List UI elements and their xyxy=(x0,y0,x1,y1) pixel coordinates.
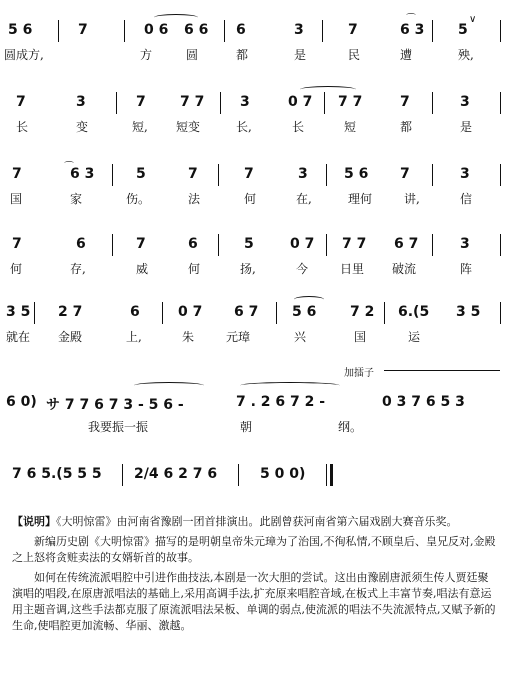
lyric: 存, xyxy=(70,262,86,276)
note: 7 xyxy=(400,166,410,182)
note: 3 xyxy=(460,236,470,252)
lyric: 何 xyxy=(10,262,23,276)
note: 7 xyxy=(244,166,254,182)
lyric: 短, xyxy=(132,120,148,134)
note: 7 7 xyxy=(338,94,363,110)
lyric: 短变 xyxy=(176,120,201,134)
note: 7 7 xyxy=(180,94,205,110)
fermata-mark: ⌒ xyxy=(406,14,416,25)
lyric: 阵 xyxy=(460,262,473,276)
slur xyxy=(300,86,356,93)
explanation-paragraph-3: 如何在传统流派唱腔中引进作曲技法,本剧是一次大胆的尝试。这出由豫剧唐派须生传人贾廷聚演唱的唱段,在原唐派唱法的基础上,采用高调手法,扩充原来唱腔音域,在板式上丰富节奏,唱法有意运用主题音调,这些手法都克服了原流派唱法呆板、单调的弱点,使流派的唱法不失流派特点,又赋予新的生命,使唱腔更加流畅、华丽、激越。 xyxy=(12,571,496,632)
barline xyxy=(500,234,501,256)
note: 7 . 2 6 7 2 - xyxy=(236,394,326,410)
note: 0 3 7 6 5 3 xyxy=(382,394,465,410)
note: 5 xyxy=(136,166,146,182)
barline xyxy=(238,464,239,486)
barline xyxy=(432,92,433,114)
lyric-line xyxy=(4,418,504,436)
lyric: 在, xyxy=(296,192,312,206)
barline xyxy=(162,302,163,324)
note: 7 xyxy=(348,22,358,38)
barline xyxy=(224,20,225,42)
lyric: 何 xyxy=(188,262,201,276)
note: 3 5 xyxy=(6,304,31,320)
slur xyxy=(240,382,340,389)
lyric: 信 xyxy=(460,192,473,206)
lyric: 长 xyxy=(16,120,29,134)
barline xyxy=(324,92,325,114)
lyric: 我要振一振 xyxy=(88,420,149,434)
lyric: 扬, xyxy=(240,262,256,276)
note: 7 xyxy=(12,166,22,182)
note-line xyxy=(4,302,504,324)
explanation-text: 《大明惊雷》由河南省豫剧一团首排演出。此剧曾获河南省第六届戏剧大赛音乐奖。 xyxy=(56,515,458,528)
explanation-label: 【说明】 xyxy=(12,515,56,528)
lyric: 兴 xyxy=(294,330,307,344)
lyric: 威 xyxy=(136,262,149,276)
lyric: 朱 xyxy=(182,330,195,344)
note: 7 xyxy=(12,236,22,252)
barline xyxy=(432,20,433,42)
explanation-paragraph-2: 新编历史剧《大明惊雷》描写的是明朝皇帝朱元璋为了治国,不徇私情,不顾皇后、皇兄反对,金殿之上怒将贪赃卖法的女婿斩首的故事。 xyxy=(12,535,496,564)
note: 5 6 xyxy=(292,304,317,320)
note: 3 xyxy=(240,94,250,110)
lyric: 遭 xyxy=(400,48,413,62)
lyric-line xyxy=(4,118,504,136)
barline xyxy=(122,464,123,486)
lyric: 伤。 xyxy=(126,192,151,206)
barline xyxy=(276,302,277,324)
lyric: 家 xyxy=(70,192,83,206)
note-line xyxy=(4,464,504,486)
lyric: 元璋 xyxy=(226,330,251,344)
lyric: 今 xyxy=(296,262,309,276)
barline xyxy=(500,302,501,324)
note: 7 7 xyxy=(342,236,367,252)
barline xyxy=(112,234,113,256)
lyric: 就在 xyxy=(6,330,31,344)
note: 7 xyxy=(188,166,198,182)
lyric: 运 xyxy=(408,330,421,344)
lyric: 上, xyxy=(126,330,142,344)
barline xyxy=(500,20,501,42)
note: 6.(5 xyxy=(398,304,430,320)
note: 3 5 xyxy=(456,304,481,320)
note: 3 xyxy=(76,94,86,110)
note: 5 xyxy=(244,236,254,252)
note: 3 xyxy=(298,166,308,182)
lyric: 短 xyxy=(344,120,357,134)
note-line xyxy=(4,164,504,186)
barline xyxy=(34,302,35,324)
note: 7 xyxy=(78,22,88,38)
barline xyxy=(432,234,433,256)
lyric: 金殿 xyxy=(58,330,83,344)
barline xyxy=(218,164,219,186)
lyric: 圆 xyxy=(186,48,199,62)
lyric: 是 xyxy=(460,120,473,134)
extension-line xyxy=(384,370,500,371)
lyric: 国 xyxy=(10,192,23,206)
note: 7 xyxy=(136,94,146,110)
note: 7 xyxy=(400,94,410,110)
final-barline-thick xyxy=(330,464,333,486)
slur xyxy=(154,14,198,21)
lyric-line xyxy=(4,46,504,64)
lyric-line xyxy=(4,260,504,278)
note: 6 xyxy=(188,236,198,252)
barline xyxy=(322,20,323,42)
note-line xyxy=(4,392,504,414)
note: 5 xyxy=(458,22,468,38)
note: 2/4 6 2 7 6 xyxy=(134,466,218,482)
breath-mark: ∨ xyxy=(469,14,477,25)
note: 0 7 xyxy=(290,236,315,252)
lyric-line xyxy=(4,328,504,346)
note: 6 3 xyxy=(400,22,425,38)
note: 6 3 xyxy=(70,166,95,182)
lyric: 民 xyxy=(348,48,361,62)
lyric: 长 xyxy=(292,120,305,134)
lyric-line xyxy=(4,190,504,208)
note: 6 7 xyxy=(234,304,259,320)
barline xyxy=(500,92,501,114)
tempo-marker: 加擂子 xyxy=(344,368,374,379)
lyric: 朝 xyxy=(240,420,253,434)
barline xyxy=(326,164,327,186)
note: 5 6 xyxy=(8,22,33,38)
note: 6 6 xyxy=(184,22,209,38)
barline xyxy=(112,164,113,186)
note: 6 xyxy=(130,304,140,320)
lyric: 都 xyxy=(400,120,413,134)
note-line xyxy=(4,14,504,42)
note: 6 xyxy=(76,236,86,252)
note: 5 6 xyxy=(344,166,369,182)
note: 7 2 xyxy=(350,304,375,320)
lyric: 是 xyxy=(294,48,307,62)
lyric: 法 xyxy=(188,192,201,206)
barline xyxy=(218,234,219,256)
note: 6 xyxy=(236,22,246,38)
slur xyxy=(134,382,204,389)
barline xyxy=(432,164,433,186)
note: 6 7 xyxy=(394,236,419,252)
note: 6 0) xyxy=(6,394,37,410)
lyric: 方 xyxy=(140,48,153,62)
note: 7 6 5.(5 5 5 xyxy=(12,466,102,482)
note: 3 xyxy=(460,166,470,182)
note: 5 0 0) xyxy=(260,466,306,482)
note: 0 7 xyxy=(288,94,313,110)
note: 3 xyxy=(294,22,304,38)
lyric: 圆成方, xyxy=(4,48,44,62)
note: 3 xyxy=(460,94,470,110)
lyric: 破流 xyxy=(392,262,417,276)
final-barline xyxy=(326,464,327,486)
explanation-paragraph-1 xyxy=(12,514,498,530)
lyric: 国 xyxy=(354,330,367,344)
lyric: 讲, xyxy=(404,192,420,206)
barline xyxy=(220,92,221,114)
note: 7 xyxy=(136,236,146,252)
note: 0 6 xyxy=(144,22,169,38)
lyric: 殃, xyxy=(458,48,474,62)
note: サ 7 7 6 7 3 - 5 6 - xyxy=(46,397,184,413)
lyric: 何 xyxy=(244,192,257,206)
note-line xyxy=(4,92,504,114)
grace-mark: ⌒ xyxy=(64,162,74,173)
lyric: 纲。 xyxy=(338,420,363,434)
lyric: 都 xyxy=(236,48,249,62)
explanation-section xyxy=(12,514,498,638)
lyric: 长, xyxy=(236,120,252,134)
lyric: 日里 xyxy=(340,262,365,276)
lyric: 变 xyxy=(76,120,89,134)
barline xyxy=(500,164,501,186)
barline xyxy=(124,20,125,42)
barline xyxy=(384,302,385,324)
note: 0 7 xyxy=(178,304,203,320)
barline xyxy=(58,20,59,42)
barline xyxy=(116,92,117,114)
slur xyxy=(294,296,324,303)
note: 7 xyxy=(16,94,26,110)
note: 2 7 xyxy=(58,304,83,320)
note-line xyxy=(4,234,504,256)
barline xyxy=(326,234,327,256)
lyric: 理何 xyxy=(348,192,373,206)
